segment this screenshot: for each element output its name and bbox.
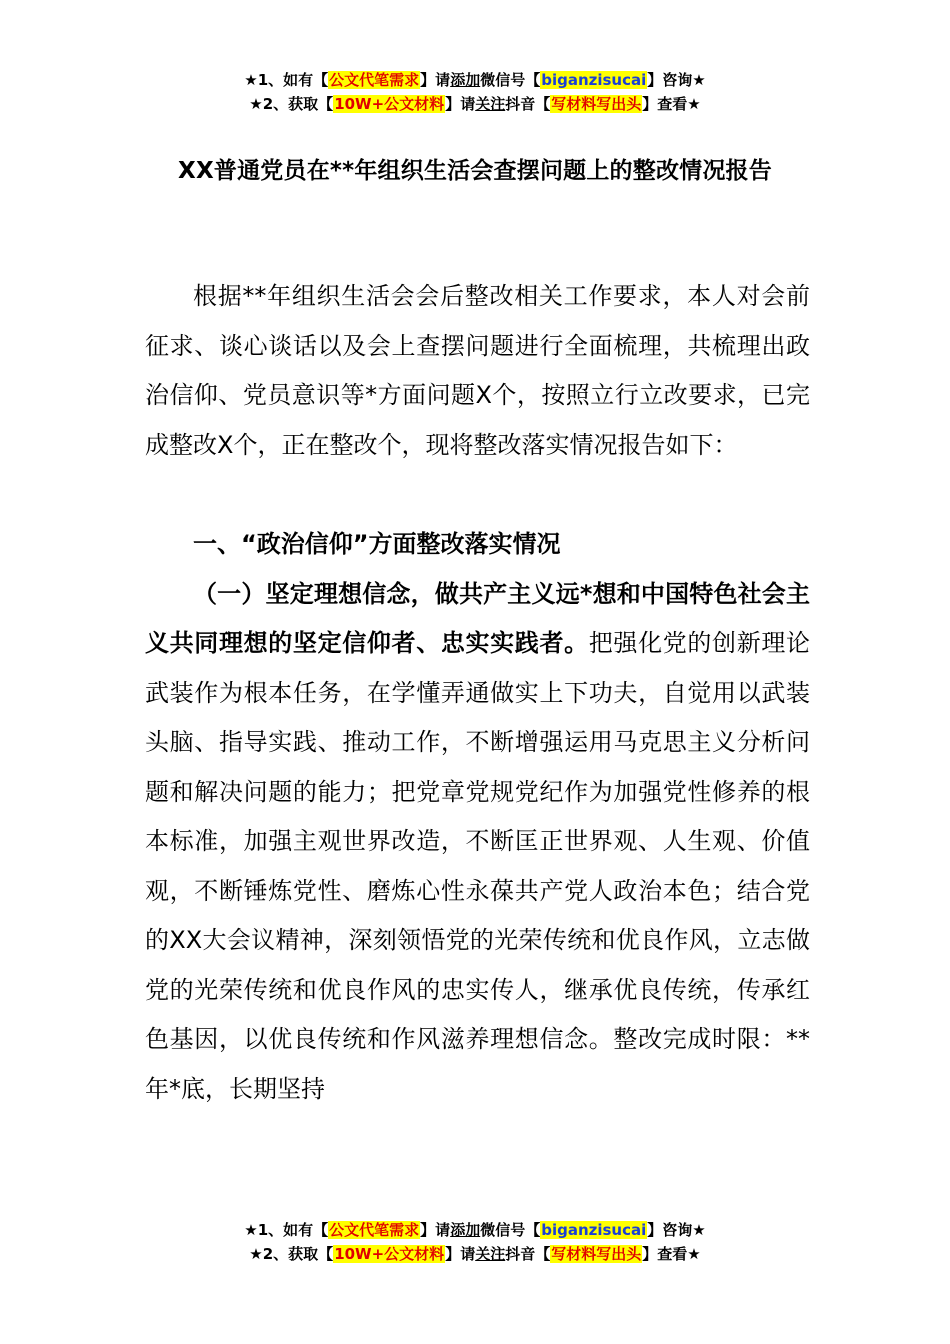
banner-text: 】咨询★ [647,71,706,89]
banner-text: 抖音【 [505,95,551,113]
subsection-heading: （一）坚定理想信念，做共产主义远*想和中国特色社会主义共同理想的坚定信仰者、忠实实践者。 [145,579,810,657]
banner-text: ★1、如有【 [244,1221,329,1239]
banner-text: ★2、获取【 [249,95,334,113]
banner-text: 】查看★ [642,95,701,113]
banner-wechat-id: biganzisucai [541,71,647,89]
banner-wechat-id: biganzisucai [541,1221,647,1239]
banner-text: 抖音【 [505,1245,551,1263]
section-1 [145,520,810,1114]
banner-text: ★1、如有【 [244,71,329,89]
banner-douyin-id: 写材料写出头 [551,1245,642,1263]
bottom-banner [0,1218,950,1266]
document-title: XX普通党员在**年组织生活会查摆问题上的整改情况报告 [178,158,772,184]
banner-text: 】查看★ [642,1245,701,1263]
banner-text: 】请 [445,1245,476,1263]
banner-underline: 关注 [475,1245,506,1263]
banner-highlight: 10W+公文材料 [334,1245,445,1263]
banner-text: 】请 [420,71,451,89]
banner-text: ★2、获取【 [249,1245,334,1263]
banner-text: 】请 [445,95,476,113]
banner-line-1 [0,1218,950,1242]
subsection-paragraph [145,570,810,1115]
banner-text: 】请 [420,1221,451,1239]
banner-line-2 [0,1242,950,1266]
banner-highlight: 公文代笔需求 [329,71,420,89]
intro-paragraph: 根据**年组织生活会会后整改相关工作要求，本人对会前征求、谈心谈话以及会上查摆问题进行全面梳理，共梳理出政治信仰、党员意识等*方面问题X个，按照立行立改要求，已完成整改X个，正在整改个，现将整改落实情况报告如下： [145,282,810,459]
subsection-body: 把强化党的创新理论武装作为根本任务，在学懂弄通做实上下功夫，自觉用以武装头脑、指导实践、推动工作，不断增强运用马克思主义分析问题和解决问题的能力；把党章党规党纪作为加强党性修养的根本标准，加强主观世界改造，不断匡正世界观、人生观、价值观，不断锤炼党性、磨炼心性永葆共产党人政治本色；结合党的XX大会议精神，深刻领悟党的光荣传统和优良作风，立志做党的光荣传统和优良作风的忠实传人，继承优良传统，传承红色基因，以优良传统和作风滋养理想信念。整改完成时限：**年*底，长期坚持 [145,629,811,1103]
banner-underline: 添加 [450,71,481,89]
banner-text: 】咨询★ [647,1221,706,1239]
banner-line-2 [0,92,950,116]
section-heading: 一、“政治信仰”方面整改落实情况 [193,530,561,558]
banner-text: 微信号【 [480,71,541,89]
top-banner [0,68,950,116]
intro-block [145,272,810,470]
banner-line-1 [0,68,950,92]
banner-text: 微信号【 [480,1221,541,1239]
banner-douyin-id: 写材料写出头 [551,95,642,113]
banner-highlight: 公文代笔需求 [329,1221,420,1239]
banner-underline: 添加 [450,1221,481,1239]
banner-underline: 关注 [475,95,506,113]
banner-highlight: 10W+公文材料 [334,95,445,113]
